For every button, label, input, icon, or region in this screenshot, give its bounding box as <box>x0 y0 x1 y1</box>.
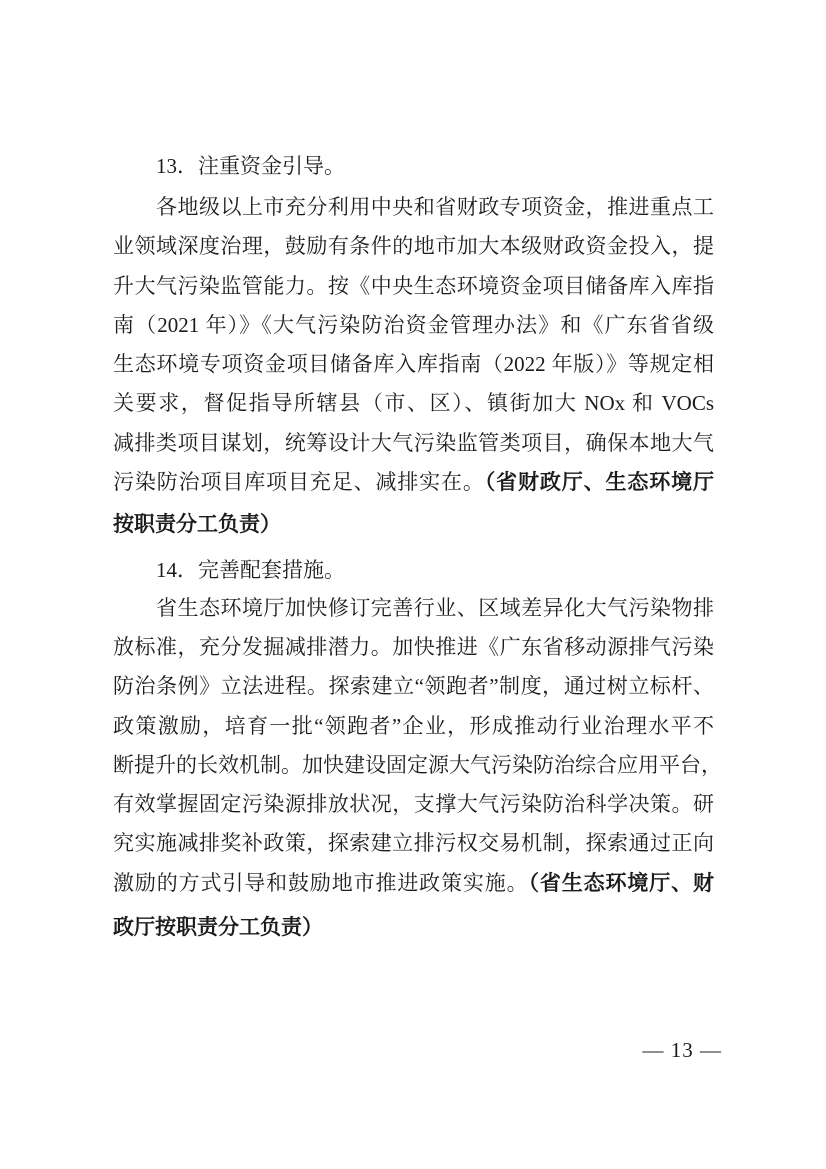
paragraph-line <box>113 713 714 739</box>
paragraph-line <box>113 791 714 817</box>
section-heading-13 <box>156 153 714 179</box>
line-text: 污染防治项目库项目充足、减排实在。 <box>113 470 485 494</box>
paragraph-line <box>156 595 714 621</box>
line-text: 关要求，督促指导所辖县（市、区）、镇街加大 NOx 和 VOCs <box>113 391 714 415</box>
line-text: 断提升的长效机制。加快建设固定源大气污染防治综合应用平台， <box>113 753 722 777</box>
line-text: 有效掌握固定污染源排放状况，支撑大气污染防治科学决策。研 <box>113 792 714 816</box>
line-text: 放标准，充分发掘减排潜力。加快推进《广东省移动源排气污染 <box>113 635 714 659</box>
line-text: 减排类项目谋划，统筹设计大气污染监管类项目，确保本地大气 <box>113 431 714 455</box>
line-text: 业领域深度治理，鼓励有条件的地市加大本级财政资金投入，提 <box>113 234 714 258</box>
paragraph-line <box>113 351 714 377</box>
paragraph-line <box>156 194 714 220</box>
paragraph-line <box>113 673 714 699</box>
responsibility-note: （省生态环境厅、财 <box>528 871 715 895</box>
page-number: — 13 — <box>642 1038 722 1062</box>
line-text: 省生态环境厅加快修订完善行业、区域差异化大气污染物排 <box>156 596 714 620</box>
paragraph-line <box>113 273 714 299</box>
heading-text: 14．完善配套措施。 <box>156 558 345 582</box>
line-text: 各地级以上市充分利用中央和省财政专项资金，推进重点工 <box>156 195 714 219</box>
paragraph-line <box>113 511 714 537</box>
line-text: 究实施减排奖补政策，探索建立排污权交易机制，探索通过正向 <box>113 831 714 855</box>
paragraph-line <box>113 390 714 416</box>
responsibility-note: 按职责分工负责） <box>113 512 281 536</box>
line-text: 政策激励，培育一批“领跑者”企业，形成推动行业治理水平不 <box>113 714 714 738</box>
paragraph-line <box>113 830 714 856</box>
paragraph-line <box>113 634 714 660</box>
paragraph-line <box>113 870 714 896</box>
responsibility-note: 政厅按职责分工负责） <box>113 915 323 939</box>
paragraph-line <box>113 914 714 940</box>
paragraph-line <box>113 233 714 259</box>
paragraph-line <box>113 430 714 456</box>
paragraph-line <box>113 469 714 495</box>
line-text: 激励的方式引导和鼓励地市推进政策实施。 <box>113 871 529 895</box>
line-text: 南（2021 年）》《大气污染防治资金管理办法》和《广东省省级 <box>113 313 714 337</box>
paragraph-line <box>113 312 714 338</box>
section-heading-14 <box>156 557 714 583</box>
line-text: 生态环境专项资金项目储备库入库指南（2022 年版）》等规定相 <box>113 352 714 376</box>
responsibility-note: （省财政厅、生态环境厅 <box>484 470 714 494</box>
line-text: 防治条例》立法进程。探索建立“领跑者”制度，通过树立标杆、 <box>113 674 714 698</box>
paragraph-line <box>113 752 722 778</box>
line-text: 升大气污染监管能力。按《中央生态环境资金项目储备库入库指 <box>113 274 714 298</box>
heading-text: 13．注重资金引导。 <box>156 154 345 178</box>
